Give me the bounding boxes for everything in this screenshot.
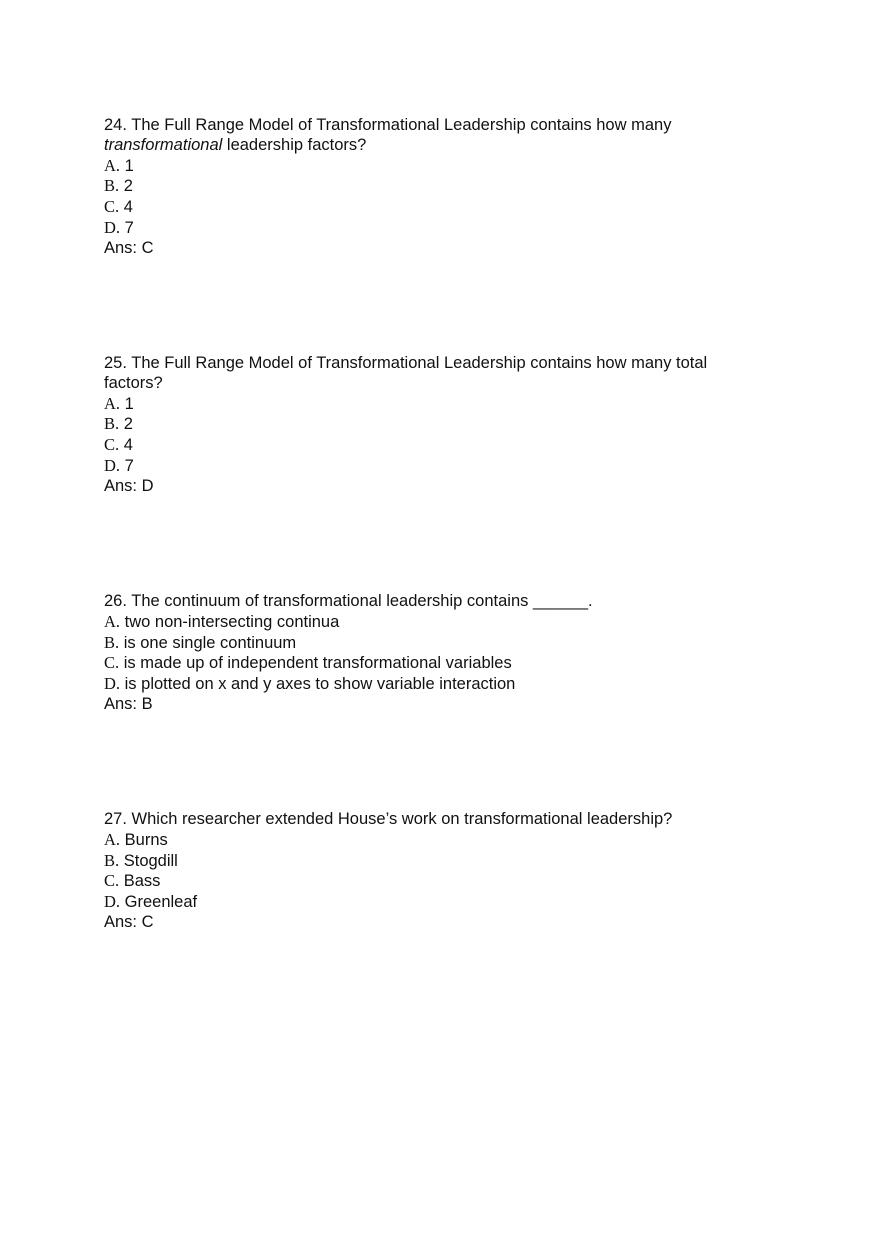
option-d xyxy=(104,456,744,477)
option-letter: C. xyxy=(104,435,120,455)
option-a xyxy=(104,394,744,415)
option-text: Bass xyxy=(123,872,161,891)
option-letter: C. xyxy=(104,653,120,673)
option-a xyxy=(104,830,784,851)
stem-text: The Full Range Model of Transformational Leadership contains how many total factors? xyxy=(104,354,708,392)
answer-key: Ans: D xyxy=(104,476,154,495)
option-b xyxy=(104,176,784,197)
question-stem xyxy=(104,116,784,156)
stem-italic-text: transformational xyxy=(104,135,223,154)
option-text: Stogdill xyxy=(123,851,178,870)
option-letter: D. xyxy=(104,892,121,912)
question-number: 27. xyxy=(104,810,127,828)
question-stem xyxy=(104,354,744,394)
option-text: is made up of independent transformational variables xyxy=(123,654,512,673)
option-text: 1 xyxy=(124,394,134,413)
answer-key: Ans: B xyxy=(104,694,153,713)
option-letter: B. xyxy=(104,632,120,652)
option-letter: A. xyxy=(104,611,121,631)
option-letter: D. xyxy=(104,217,121,237)
option-d xyxy=(104,218,784,239)
option-a xyxy=(104,612,784,633)
option-letter: A. xyxy=(104,829,121,849)
question-24 xyxy=(104,116,784,259)
option-d xyxy=(104,892,784,913)
option-text: Greenleaf xyxy=(124,893,198,912)
question-number: 26. xyxy=(104,592,127,610)
option-text: two non-intersecting continua xyxy=(124,612,340,631)
option-text: 4 xyxy=(123,436,133,455)
option-text: is one single continuum xyxy=(123,633,297,652)
option-d xyxy=(104,674,784,695)
option-text: 2 xyxy=(123,177,133,196)
option-text: Burns xyxy=(124,830,168,849)
option-c xyxy=(104,435,744,456)
question-stem xyxy=(104,592,784,612)
option-c xyxy=(104,197,784,218)
option-b xyxy=(104,633,784,654)
option-letter: C. xyxy=(104,197,120,217)
question-number: 24. xyxy=(104,116,127,134)
option-letter: C. xyxy=(104,871,120,891)
option-c xyxy=(104,653,784,674)
option-b xyxy=(104,851,784,872)
stem-text: The Full Range Model of Transformational Leadership contains how many xyxy=(131,116,672,134)
question-25 xyxy=(104,354,744,497)
stem-text: The continuum of transformational leadership contains ______. xyxy=(131,592,593,610)
option-text: is plotted on x and y axes to show variable interaction xyxy=(124,675,516,694)
answer-key: Ans: C xyxy=(104,912,154,931)
option-text: 4 xyxy=(123,198,133,217)
option-b xyxy=(104,414,744,435)
option-letter: A. xyxy=(104,393,121,413)
question-26 xyxy=(104,592,784,715)
option-letter: B. xyxy=(104,850,120,870)
option-letter: A. xyxy=(104,155,121,175)
question-number: 25. xyxy=(104,354,127,372)
stem-text-continued: leadership factors? xyxy=(226,135,367,154)
option-letter: B. xyxy=(104,414,120,434)
option-text: 7 xyxy=(124,218,134,237)
question-stem xyxy=(104,810,784,830)
option-c xyxy=(104,871,784,892)
option-letter: D. xyxy=(104,455,121,475)
option-text: 1 xyxy=(124,156,134,175)
option-text: 7 xyxy=(124,456,134,475)
stem-text: Which researcher extended House’s work on transformational leadership? xyxy=(131,810,673,828)
question-27 xyxy=(104,810,784,933)
option-text: 2 xyxy=(123,415,133,434)
answer-key: Ans: C xyxy=(104,238,154,257)
option-a xyxy=(104,156,784,177)
option-letter: D. xyxy=(104,674,121,694)
option-letter: B. xyxy=(104,176,120,196)
